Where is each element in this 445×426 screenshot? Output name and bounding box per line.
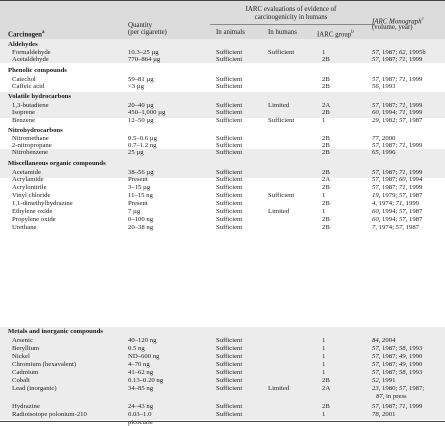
header-span-rule (210, 24, 375, 25)
iarc-group-cell: 1 (322, 49, 326, 56)
quantity-cell: 4–70 ng (128, 361, 150, 368)
monograph-cell: 65, 1996 (372, 149, 396, 156)
carcinogen-name: Isoprene (12, 109, 36, 116)
quantity-cell: Present (128, 200, 148, 207)
quantity-cell: <3 µg (128, 83, 144, 90)
monograph-cell: 29, 1982; 57, 1987 (372, 117, 423, 124)
quantity-cell: ND–600 ng (128, 353, 160, 360)
section-title: Volatile hydrocarbons (8, 93, 71, 100)
carcinogen-name: Caffeic acid (12, 83, 45, 90)
quantity-cell: 24–43 ng (128, 403, 154, 410)
carcinogen-name: 1,1-dimethylhydrazine (12, 200, 73, 207)
animals-evidence-cell: Sufficient (216, 135, 243, 142)
section-title: Aldehydes (8, 41, 38, 48)
quantity-cell: 20–40 µg (128, 102, 154, 109)
carcinogen-name: Catechol (12, 76, 36, 83)
monograph-cell: 57, 1987; 62, 1995b (372, 49, 426, 56)
quantity-cell: 770–864 µg (128, 56, 161, 63)
animals-evidence-cell: Sufficient (216, 224, 243, 231)
animals-evidence-cell: Sufficient (216, 184, 243, 191)
iarc-group-cell: 1 (322, 192, 326, 199)
quantity-cell: 0.5 ng (128, 345, 145, 352)
carcinogen-name: 1,3-butadiene (12, 102, 49, 109)
animals-evidence-cell: Sufficient (216, 102, 243, 109)
carcinogen-name: Formaldehyde (12, 49, 51, 56)
bottom-rule (0, 421, 445, 422)
quantity-cell: 34–85 ng (128, 385, 154, 392)
quantity-cell: 0.5–0.6 µg (128, 135, 157, 142)
monograph-cell: 57, 1987; 71, 1999 (372, 76, 423, 83)
section-title: Phenolic compounds (8, 67, 67, 74)
animals-evidence-cell: Sufficient (216, 117, 243, 124)
carcinogen-name: Hydrazine (12, 403, 40, 410)
iarc-group-cell: 2B (322, 149, 330, 156)
animals-evidence-cell: Sufficient (216, 109, 243, 116)
iarc-group-cell: 2B (322, 135, 330, 142)
iarc-group-cell: 1 (322, 208, 326, 215)
monograph-cell: 60, 1994; 57, 1987 (372, 216, 423, 223)
monograph-cell: 78, 2001 (372, 411, 396, 418)
iarc-eval-heading: IARC evaluations of evidence of (245, 6, 337, 13)
iarc-group-cell: 2B (322, 377, 330, 384)
monograph-cell: 4, 1974; 71, 1999 (372, 200, 419, 207)
quantity-cell: 0–100 ng (128, 216, 154, 223)
carcinogen-name: Arsenic (12, 337, 33, 344)
carcinogen-name: Propylene oxide (12, 216, 56, 223)
iarc-group-cell: 1 (322, 369, 326, 376)
humans-evidence-cell: Limited (268, 102, 290, 109)
animals-evidence-cell: Sufficient (216, 176, 243, 183)
carcinogen-name: Vinyl chloride (12, 192, 51, 199)
monograph-cell: 57, 1987; 71, 1999 (372, 184, 423, 191)
monograph-cell: 52, 1991 (372, 377, 396, 384)
animals-evidence-cell: Sufficient (216, 76, 243, 83)
animals-evidence-cell: Sufficient (216, 83, 243, 90)
quantity-cell: Present (128, 176, 148, 183)
iarc-group-cell: 2B (322, 403, 330, 410)
in-animals-header: In animals (216, 29, 245, 36)
humans-evidence-cell: Sufficient (268, 192, 295, 199)
carcinogen-name: Chromium (hexavalent) (12, 361, 77, 368)
carcinogen-name: Cobalt (12, 377, 30, 384)
iarc-group-cell: 2B (322, 109, 330, 116)
animals-evidence-cell: Sufficient (216, 149, 243, 156)
quantity-cell: 12–50 µg (128, 117, 154, 124)
carcinogen-name: Ethylene oxide (12, 208, 53, 215)
monograph-cell: 23, 1980; 57, 1987; (372, 385, 425, 392)
quantity-cell: 41–62 ng (128, 369, 154, 376)
iarc-group-cell: 1 (322, 337, 326, 344)
quantity-cell: 10.3–25 µg (128, 49, 159, 56)
animals-evidence-cell: Sufficient (216, 385, 243, 392)
quantity-cell: 20–38 ng (128, 224, 154, 231)
quantity-header-2: (per cigarette) (128, 29, 167, 36)
section-title: Nitrohydrocarbons (8, 127, 63, 134)
animals-evidence-cell: Sufficient (216, 192, 243, 199)
animals-evidence-cell: Sufficient (216, 377, 243, 384)
monograph-cell: 57, 1987; 49, 1990 (372, 361, 423, 368)
quantity-header: Quantity (128, 22, 153, 29)
animals-evidence-cell: Sufficient (216, 411, 243, 418)
monograph-cell: 57, 1987; 60, 1994 (372, 176, 423, 183)
quantity-cell: 25 µg (128, 149, 144, 156)
carcinogen-name: Nitrobenzene (12, 149, 49, 156)
carcinogen-name: Acrylonitrile (12, 184, 47, 191)
carcinogen-name: Nickel (12, 353, 30, 360)
carcinogen-name: Acrylamide (12, 176, 44, 183)
top-rule (0, 0, 445, 1)
monograph-cell: 56, 1993 (372, 83, 396, 90)
iarc-group-cell: 2B (322, 83, 330, 90)
quantity-cell: 11–15 ng (128, 192, 153, 199)
quantity-cell: 59–81 µg (128, 76, 154, 83)
monograph-cell: 57, 1987; 71, 1999 (372, 56, 423, 63)
monograph-cell: 57, 1987; 49, 1990 (372, 353, 423, 360)
iarc-group-cell: 1 (322, 117, 326, 124)
monograph-cell: 19, 1979; 57, 1987 (372, 192, 423, 199)
animals-evidence-cell: Sufficient (216, 142, 243, 149)
iarc-group-cell: 2B (322, 200, 330, 207)
monograph-cell: 57, 1987; 71, 1999 (372, 403, 423, 410)
monograph-cell: 7, 1974; 57, 1987 (372, 224, 419, 231)
humans-evidence-cell: Sufficient (268, 117, 295, 124)
iarc-group-cell: 2A (322, 176, 331, 183)
animals-evidence-cell: Sufficient (216, 361, 243, 368)
iarc-eval-heading-2: carcinogenicity in humans (254, 14, 328, 21)
monograph-cell: 57, 1987; 58, 1993 (372, 345, 423, 352)
humans-evidence-cell: Limited (268, 208, 290, 215)
monograph-header: IARC Monograph$^c$ (372, 17, 424, 26)
iarc-group-cell: 2B (322, 184, 330, 191)
animals-evidence-cell: Sufficient (216, 208, 243, 215)
iarc-group-cell: 1 (322, 361, 326, 368)
animals-evidence-cell: Sufficient (216, 216, 243, 223)
iarc-group-header: IARC group$^b$ (317, 30, 354, 39)
monograph-header-2: (volume, year) (372, 24, 413, 31)
iarc-group-cell: 1 (322, 411, 326, 418)
monograph-cell: 77, 2000 (372, 135, 396, 142)
monograph-cell-cont: 87, in press (376, 393, 407, 400)
iarc-group-cell: 1 (322, 353, 326, 360)
animals-evidence-cell: Sufficient (216, 345, 243, 352)
quantity-cell: 0.03–1.0 (128, 411, 152, 418)
animals-evidence-cell: Sufficient (216, 403, 243, 410)
monograph-cell: 57, 1987; 71, 1999 (372, 169, 423, 176)
animals-evidence-cell: Sufficient (216, 169, 243, 176)
quantity-cell: 38–56 µg (128, 169, 154, 176)
monograph-cell: 60, 1994; 57, 1987 (372, 208, 423, 215)
monograph-cell: 57, 1987; 58, 1993 (372, 369, 423, 376)
carcinogen-name: Cadmium (12, 369, 39, 376)
carcinogen-header: Carcinogen$^a$ (8, 30, 45, 39)
carcinogen-name: Urethane (12, 224, 37, 231)
monograph-cell: 84, 2004 (372, 337, 396, 344)
quantity-cell: 0.13–0.20 ng (128, 377, 164, 384)
animals-evidence-cell: Sufficient (216, 49, 243, 56)
carcinogen-name: Lead (inorganic) (12, 385, 57, 392)
carcinogen-name: Acetaldehyde (12, 56, 49, 63)
iarc-group-cell: 2B (322, 76, 330, 83)
quantity-cell-cont: picocurie (128, 419, 153, 426)
iarc-group-cell: 2B (322, 142, 330, 149)
humans-evidence-cell: Sufficient (268, 49, 295, 56)
carcinogen-name: Radioisotope polonium-210 (12, 411, 87, 418)
section-title: Metals and inorganic compounds (8, 328, 103, 335)
in-humans-header: In humans (268, 29, 297, 36)
quantity-cell: 450–1,000 µg (128, 109, 166, 116)
quantity-cell: 3–15 µg (128, 184, 151, 191)
animals-evidence-cell: Sufficient (216, 369, 243, 376)
iarc-group-cell: 2B (322, 216, 330, 223)
quantity-cell: 0.7–1.2 ng (128, 142, 157, 149)
monograph-cell: 60, 1994; 71, 1999 (372, 109, 423, 116)
iarc-group-cell: 1 (322, 345, 326, 352)
iarc-group-cell: 2B (322, 56, 330, 63)
quantity-cell: 7 µg (128, 208, 141, 215)
carcinogen-name: Nitromethane (12, 135, 49, 142)
animals-evidence-cell: Sufficient (216, 56, 243, 63)
quantity-cell: 40–120 ng (128, 337, 157, 344)
monograph-cell: 57, 1987; 71, 1999 (372, 142, 423, 149)
monograph-cell: 57, 1987; 71, 1999 (372, 102, 423, 109)
iarc-group-cell: 2A (322, 102, 331, 109)
carcinogen-name: Acetamide (12, 169, 41, 176)
iarc-group-cell: 2A (322, 385, 331, 392)
animals-evidence-cell: Sufficient (216, 353, 243, 360)
animals-evidence-cell: Sufficient (216, 337, 243, 344)
humans-evidence-cell: Limited (268, 385, 290, 392)
iarc-group-cell: 2B (322, 169, 330, 176)
iarc-group-cell: 2B (322, 224, 330, 231)
carcinogen-name: 2-nitropropane (12, 142, 52, 149)
section-title: Miscellaneous organic compounds (8, 160, 106, 167)
animals-evidence-cell: Sufficient (216, 200, 243, 207)
carcinogen-name: Benzene (12, 117, 36, 124)
carcinogen-name: Beryllium (12, 345, 40, 352)
